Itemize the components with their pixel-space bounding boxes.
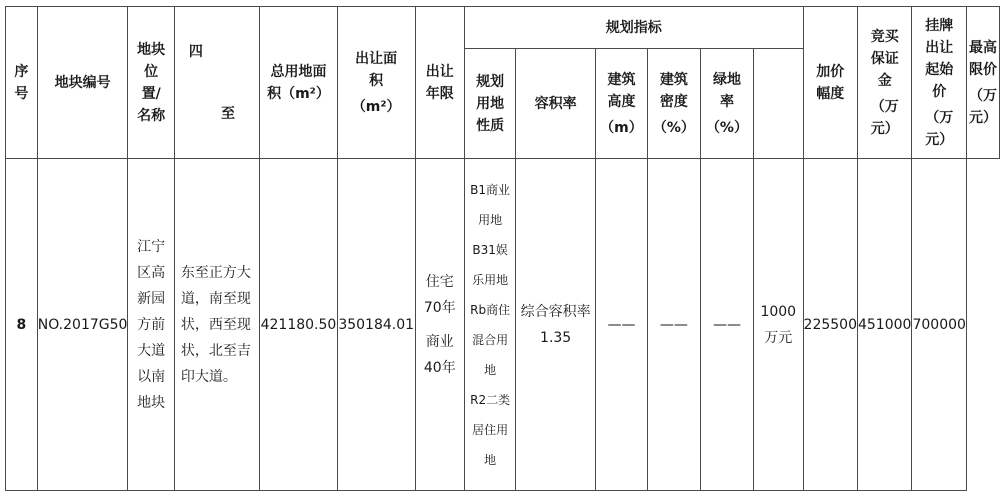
header-deposit: 竞买保证金 （万元） [857, 7, 911, 159]
header-max-price: 最高限价 （万元） [967, 7, 1000, 159]
header-start-price: 挂牌出让起始价 （万元） [912, 7, 967, 159]
header-use: 规划用地性质 [465, 49, 516, 159]
cell-far: 综合容积率1.35 [516, 159, 596, 491]
header-increment: 加价幅度 [803, 7, 857, 159]
cell-density: —— [647, 159, 700, 491]
header-density: 建筑密度 （%） [647, 49, 700, 159]
header-total-area: 总用地面积（m²） [260, 7, 338, 159]
land-auction-table [5, 6, 1000, 491]
header-boundary: 四 至 [174, 7, 259, 159]
cell-increment: 1000万元 [754, 159, 804, 491]
cell-use: B1商业用地 B31娱乐用地 Rb商住混合用地 R2二类居住用地 [465, 159, 516, 491]
cell-height: —— [596, 159, 648, 491]
cell-deposit: 225500 [803, 159, 857, 491]
header-seq: 序号 [6, 7, 38, 159]
cell-location: 江宁区高新园方前大道以南地块 [128, 159, 174, 491]
cell-seq: 8 [6, 159, 38, 491]
table-row [6, 159, 1000, 491]
header-sell-area: 出让面积 （m²） [337, 7, 415, 159]
cell-sell-area: 350184.01 [337, 159, 415, 491]
header-code: 地块编号 [37, 7, 128, 159]
header-location: 地块位置/名称 [128, 7, 174, 159]
header-green: 绿地率 （%） [700, 49, 753, 159]
cell-code: NO.2017G50 [37, 159, 128, 491]
cell-boundary: 东至正方大道，南至现状，西至现状，北至吉印大道。 [174, 159, 259, 491]
header-far: 容积率 [516, 49, 596, 159]
cell-term: 住宅70年 商业40年 [415, 159, 465, 491]
header-height: 建筑高度 （m） [596, 49, 648, 159]
cell-max-price: 700000 [912, 159, 967, 491]
cell-green: —— [700, 159, 753, 491]
header-term: 出让年限 [415, 7, 465, 159]
header-plan-group: 规划指标 [465, 7, 803, 49]
cell-total-area: 421180.50 [260, 159, 338, 491]
cell-start-price: 451000 [857, 159, 911, 491]
